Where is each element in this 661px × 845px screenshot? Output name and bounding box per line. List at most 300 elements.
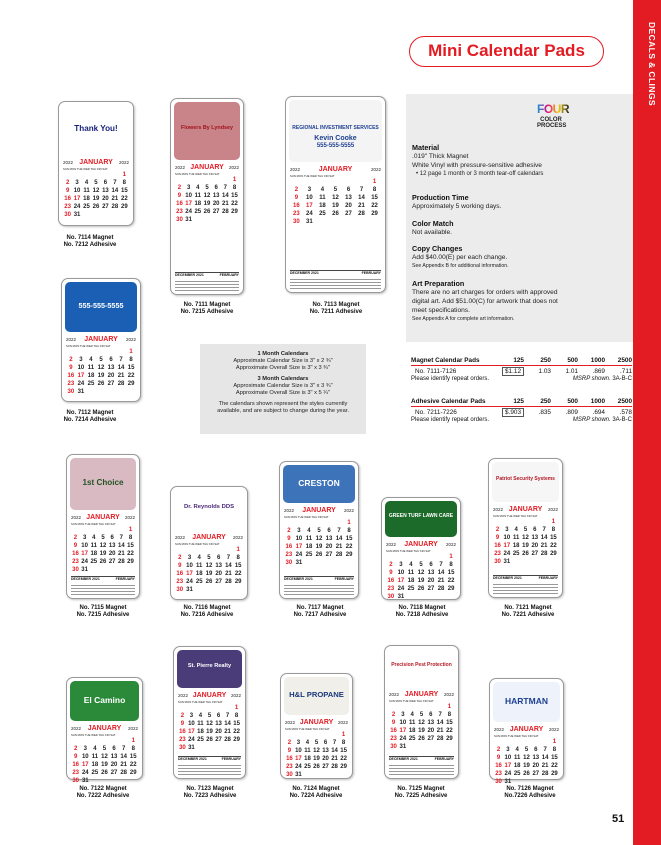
price-cell: $1.12 — [502, 367, 524, 376]
calendar-day: 9 — [69, 365, 73, 371]
calendar-day — [116, 348, 126, 356]
calendar-week — [290, 218, 381, 226]
calendar-day — [398, 703, 407, 711]
calendar-day-names: SUN MON TUE WED THU FRI SAT — [290, 174, 335, 178]
calendar-day: 16 — [285, 544, 293, 550]
calendar-day: 31 — [81, 778, 89, 784]
price-footer — [411, 417, 632, 426]
calendar-day — [512, 518, 521, 526]
calendar-day: 3 — [75, 180, 79, 186]
calendar-week — [386, 569, 456, 577]
calendar-day-names: SUN MON TUE WED THU FRI SAT — [284, 515, 329, 519]
calendar-day: 9 — [495, 535, 500, 541]
calendar-week — [493, 550, 558, 558]
calendar-day-names: SUN MON TUE WED THU FRI SAT — [66, 344, 111, 348]
calendar-day: 25 — [304, 764, 311, 770]
calendar-day: 11 — [305, 536, 313, 542]
calendar-day: 28 — [111, 204, 119, 210]
calendar-day: 20 — [427, 728, 435, 734]
note-line: Approximate Calendar Size is 3" x 3 ¾" — [233, 383, 333, 389]
calendar-day: 29 — [446, 736, 453, 742]
calendar-day: 12 — [101, 754, 108, 760]
calendar-day: 11 — [197, 721, 204, 727]
calendar-year: 2022 — [547, 507, 558, 512]
calendar-day: 25 — [512, 551, 520, 557]
calendar-day: 5 — [101, 535, 105, 541]
calendar-day: 27 — [531, 551, 539, 557]
calendar-day: 2 — [495, 527, 500, 533]
calendar-year: 2022 — [337, 720, 348, 725]
calendar-magnet — [280, 673, 353, 779]
calendar-day: 22 — [234, 571, 242, 577]
calendar-day: 19 — [522, 543, 529, 549]
calendar-week — [290, 202, 381, 210]
magnet-ad — [65, 282, 137, 332]
adhesive-number: No. 7211 Adhesive — [309, 308, 363, 315]
calendar-day: 16 — [176, 201, 183, 207]
calendar-day: 5 — [317, 528, 321, 534]
calendar-year: 2022 — [178, 693, 189, 698]
calendar-day: 27 — [427, 736, 435, 742]
calendar-day: 3 — [505, 527, 509, 533]
calendar-day: 23 — [390, 736, 397, 742]
calendar-day: 11 — [304, 748, 311, 754]
magnet-number: No. 7116 Magnet — [183, 605, 231, 611]
calendar-month: JANUARY — [404, 541, 438, 548]
calendar-day — [324, 559, 334, 567]
calendar-day: 8 — [131, 746, 135, 752]
calendar-day — [304, 519, 314, 527]
calendar-day: 3 — [83, 746, 87, 752]
qty-header: 1000 — [590, 398, 605, 405]
calendar-day — [101, 211, 110, 219]
calendar-day: 29 — [120, 204, 128, 210]
calendar-day: 6 — [112, 746, 116, 752]
calendar-day: 8 — [129, 357, 133, 363]
calendar-day: 22 — [446, 728, 453, 734]
calendar-day: 18 — [87, 373, 95, 379]
calendar-day: 15 — [446, 720, 453, 726]
calendar-day: 10 — [306, 195, 313, 201]
calendar-day: 16 — [176, 571, 184, 577]
calendar-day: 28 — [224, 737, 231, 743]
calendar-day — [96, 388, 106, 396]
price-cell: $.903 — [502, 408, 524, 417]
calendar-day — [96, 348, 106, 356]
calendar-day: 16 — [286, 756, 293, 762]
calendar-week — [290, 186, 381, 194]
calendar-day: 11 — [513, 535, 520, 541]
calendar-week — [71, 550, 135, 558]
calendar-day: 2 — [178, 555, 182, 561]
calendar-day — [521, 518, 530, 526]
mini-month-grid — [290, 277, 381, 291]
product-label — [63, 605, 143, 618]
calendar-day: 19 — [418, 728, 425, 734]
calendar-day — [120, 211, 129, 219]
calendar-day: 20 — [322, 756, 329, 762]
calendar-week — [63, 203, 129, 211]
calendar-day — [203, 176, 212, 184]
calendar-day: 27 — [532, 771, 540, 777]
ad-business-name: Patriot Security Systems — [496, 476, 555, 482]
calendar-day: 28 — [225, 579, 232, 585]
ad-business-name: 1st Choice — [82, 478, 124, 487]
calendar-day — [316, 178, 329, 186]
calendar-day: 23 — [67, 381, 75, 387]
calendar-week — [493, 534, 558, 542]
mini-month-grid — [284, 583, 354, 597]
price-code: 3A-B-C — [612, 376, 632, 382]
qty-header: 250 — [540, 357, 551, 364]
calendar-day: 12 — [313, 748, 320, 754]
calendar-day: 12 — [99, 543, 107, 549]
calendar-day: 19 — [523, 763, 530, 769]
mini-month-row — [284, 576, 354, 581]
calendar-day: 9 — [74, 754, 78, 760]
ad-business-name: HARTMAN — [505, 696, 548, 706]
mini-month-grid — [178, 763, 241, 777]
calendar-week — [284, 519, 354, 527]
calendar-day: 30 — [72, 778, 80, 784]
calendar-week — [178, 704, 241, 712]
calendar-day: 6 — [534, 747, 538, 753]
price-cell: .711 — [620, 367, 632, 375]
adhesive-number: No. 7224 Adhesive — [289, 792, 343, 799]
calendar-day: 28 — [358, 211, 365, 217]
calendar-day: 5 — [333, 187, 338, 193]
calendar-year: 2022 — [285, 720, 296, 725]
calendar-day: 5 — [523, 527, 528, 533]
calendar-day: 3 — [189, 713, 194, 719]
calendar-week — [284, 543, 354, 551]
calendar-day: 22 — [120, 196, 128, 202]
calendar-day-names: SUN MON TUE WED THU FRI SAT — [285, 727, 330, 731]
calendar-day — [196, 744, 205, 752]
side-tab — [633, 0, 661, 845]
calendar-day: 31 — [185, 217, 192, 223]
calendar-day — [110, 171, 119, 179]
calendar-week — [285, 763, 348, 771]
calendar-day: 23 — [72, 770, 80, 776]
calendar-day: 22 — [447, 578, 455, 584]
calendar-day: 25 — [408, 736, 416, 742]
mini-month-grid — [493, 582, 558, 596]
calendar-day: 30 — [390, 744, 397, 750]
qty-header: 2500 — [617, 357, 632, 364]
calendar-month: JANUARY — [509, 726, 544, 733]
calendar-day: 25 — [90, 559, 98, 565]
calendar-day: 16 — [72, 762, 80, 768]
calendar-day: 15 — [231, 193, 238, 199]
calendar-day: 23 — [72, 559, 79, 565]
calendar-month: JANUARY — [318, 166, 353, 173]
calendar-day: 30 — [285, 560, 293, 566]
calendar-day: 17 — [185, 201, 192, 207]
calendar-day: 27 — [325, 552, 333, 558]
note-heading: 1 Month Calendars — [257, 351, 309, 357]
adhesive-number: No. 7215 Adhesive — [180, 308, 234, 315]
calendar-day: 16 — [67, 373, 75, 379]
msrp-note: MSRP shown. — [572, 376, 611, 382]
calendar-day: 20 — [215, 571, 223, 577]
calendar-day — [175, 176, 184, 184]
calendar-week — [178, 728, 241, 736]
calendar-day — [212, 176, 221, 184]
calendar-day — [223, 704, 232, 712]
calendar-day: 2 — [389, 562, 393, 568]
calendar-day — [204, 546, 214, 554]
calendar-day: 26 — [417, 586, 425, 592]
calendar-day: 20 — [215, 729, 222, 735]
calendar-day: 30 — [176, 217, 183, 223]
calendar-day: 10 — [397, 570, 405, 576]
calendar-day: 4 — [515, 747, 519, 753]
ad-contact-name: Kevin Cooke — [314, 135, 357, 142]
calendar-day: 10 — [188, 721, 195, 727]
calendar-day: 16 — [387, 578, 395, 584]
calendar-day: 19 — [92, 196, 100, 202]
calendar-magnet — [489, 678, 564, 785]
calendar-week — [290, 194, 381, 202]
calendar-week — [71, 558, 135, 566]
color-match-heading: Color Match — [412, 219, 454, 228]
calendar-week — [175, 176, 239, 184]
calendar-day: 14 — [436, 720, 444, 726]
product-label — [490, 786, 570, 799]
calendar-day: 20 — [325, 544, 333, 550]
magnet-ad — [62, 105, 130, 155]
calendar-day: 5 — [99, 357, 103, 363]
note-line: The calendars shown represent the styles currently — [218, 401, 348, 407]
calendar-day: 2 — [391, 712, 396, 718]
calendar-day: 28 — [221, 209, 229, 215]
calendar-week — [63, 171, 129, 179]
calendar-week — [66, 364, 136, 372]
calendar-day: 31 — [306, 219, 313, 225]
calendar-day — [494, 738, 503, 746]
calendar-day: 25 — [194, 209, 202, 215]
calendar-day: 1 — [372, 179, 377, 185]
mini-month-dec: DECEMBER 2021 — [178, 757, 207, 761]
calendar-magnet — [170, 98, 244, 295]
calendar-day: 19 — [101, 762, 108, 768]
magnet-ad — [493, 682, 560, 722]
calendar-day — [91, 211, 100, 219]
calendar-year: 2022 — [125, 337, 136, 342]
calendar-day — [303, 731, 312, 739]
calendar-week — [284, 559, 354, 567]
calendar-day — [214, 704, 223, 712]
calendar-day: 9 — [65, 188, 70, 194]
calendar-day: 22 — [127, 373, 135, 379]
mini-month-dec: DECEMBER 2021 — [284, 577, 313, 581]
calendar-day: 13 — [107, 365, 115, 371]
adhesive-number: No. 7218 Adhesive — [395, 611, 449, 618]
calendar-day: 30 — [67, 389, 75, 395]
calendar-week — [389, 711, 454, 719]
calendar-day: 21 — [120, 762, 127, 768]
magnet-number: No. 7115 Magnet — [79, 605, 127, 611]
calendar-month: JANUARY — [86, 514, 120, 521]
calendar-week — [494, 746, 559, 754]
calendar-day: 8 — [341, 740, 346, 746]
item-number: No. 7211-7226 — [415, 408, 457, 416]
calendar-day — [119, 737, 128, 745]
calendar-day: 6 — [109, 357, 113, 363]
calendar-day: 20 — [532, 763, 540, 769]
calendar-day — [344, 559, 354, 567]
calendar-day — [521, 558, 530, 566]
calendar-week — [66, 380, 136, 388]
calendar-grid — [63, 160, 129, 219]
side-tab-label: DECALS & CLINGS — [647, 22, 657, 106]
calendar-day — [106, 348, 116, 356]
calendar-day: 21 — [335, 544, 343, 550]
calendar-day: 20 — [110, 762, 118, 768]
note-line: Approximate Overall Size is 3" x 3 ¾" — [235, 365, 331, 371]
ad-business-name: Thank You! — [74, 124, 118, 133]
calendar-day: 3 — [307, 187, 312, 193]
calendar-day — [304, 559, 314, 567]
calendar-day: 21 — [437, 578, 445, 584]
magnet-number: No. 7124 Magnet — [292, 786, 340, 792]
calendar-day — [406, 593, 416, 601]
calendar-day: 5 — [419, 562, 423, 568]
magnet-ad — [70, 681, 139, 721]
magnet-price-table — [411, 356, 632, 385]
calendar-day: 25 — [195, 579, 203, 585]
calendar-day — [203, 216, 212, 224]
calendar-day: 27 — [345, 211, 352, 217]
calendar-day: 13 — [322, 748, 329, 754]
calendar-day: 21 — [331, 756, 338, 762]
price-cell: .869 — [592, 367, 605, 375]
calendar-day: 28 — [335, 552, 343, 558]
price-row — [411, 407, 632, 417]
magnet-number: No. 7114 Magnet — [66, 235, 114, 241]
calendar-day: 29 — [234, 579, 242, 585]
calendar-day: 12 — [522, 535, 529, 541]
calendar-size-note — [200, 344, 366, 434]
adhesive-number: No. 7214 Adhesive — [63, 416, 117, 423]
calendar-day — [178, 704, 187, 712]
calendar-day — [389, 703, 398, 711]
calendar-day: 5 — [102, 746, 107, 752]
art-prep-line: digital art. Add $51.00(C) for artwork that does not — [412, 298, 558, 305]
calendar-day — [396, 553, 406, 561]
product-label — [50, 235, 130, 248]
qty-header: 250 — [540, 398, 551, 405]
calendar-day: 24 — [77, 381, 85, 387]
magnet-ad — [492, 462, 559, 502]
calendar-week — [71, 737, 138, 745]
calendar-week — [389, 735, 454, 743]
adhesive-number: No. 7221 Adhesive — [501, 611, 555, 618]
calendar-day: 30 — [494, 559, 501, 565]
calendar-day: 12 — [92, 188, 100, 194]
calendar-day — [119, 777, 128, 785]
calendar-day: 24 — [73, 204, 81, 210]
calendar-day: 11 — [514, 755, 521, 761]
calendar-day: 27 — [322, 764, 329, 770]
price-cell: .694 — [592, 408, 605, 416]
calendar-day — [321, 771, 330, 779]
calendar-day: 25 — [197, 737, 204, 743]
production-section — [412, 193, 627, 211]
calendar-week — [71, 753, 138, 761]
calendar-grid — [494, 727, 559, 786]
calendar-day: 5 — [524, 747, 529, 753]
calendar-day: 14 — [335, 536, 343, 542]
calendar-day-names: SUN MON TUE WED THU FRI SAT — [389, 699, 434, 703]
calendar-day — [76, 348, 86, 356]
calendar-day: 1 — [122, 172, 126, 178]
calendar-day: 20 — [531, 543, 539, 549]
calendar-day: 13 — [110, 754, 118, 760]
calendar-day — [436, 553, 446, 561]
calendar-day: 1 — [232, 177, 237, 183]
calendar-day — [82, 171, 91, 179]
calendar-day: 2 — [74, 746, 78, 752]
calendar-day: 3 — [296, 740, 301, 746]
calendar-day — [445, 743, 454, 751]
calendar-day — [86, 348, 96, 356]
calendar-day — [355, 218, 368, 226]
calendar-day: 7 — [119, 535, 123, 541]
price-cell: 1.03 — [538, 367, 551, 375]
magnet-number: No. 7118 Magnet — [398, 605, 446, 611]
calendar-day: 10 — [81, 754, 89, 760]
calendar-magnet — [381, 497, 461, 600]
ad-business-name: St. Pierre Realty — [187, 663, 232, 669]
calendar-day: 26 — [205, 579, 213, 585]
calendar-day — [101, 171, 110, 179]
adhesive-number: No. 7222 Adhesive — [76, 792, 130, 799]
calendar-day: 18 — [197, 729, 204, 735]
calendar-day: 17 — [186, 571, 193, 577]
calendar-day — [193, 216, 202, 224]
calendar-day: 31 — [186, 587, 193, 593]
calendar-day: 22 — [371, 203, 378, 209]
calendar-day — [513, 738, 522, 746]
product-label — [488, 605, 568, 618]
calendar-month: JANUARY — [79, 159, 113, 166]
calendar-day: 26 — [523, 771, 530, 777]
calendar-day: 13 — [427, 570, 435, 576]
calendar-day: 15 — [233, 721, 240, 727]
calendar-day — [117, 566, 126, 574]
calendar-day — [541, 778, 550, 786]
calendar-day: 28 — [540, 551, 548, 557]
calendar-day: 16 — [64, 196, 71, 202]
calendar-day: 13 — [325, 536, 333, 542]
art-prep-heading: Art Preparation — [412, 279, 465, 288]
calendar-day: 3 — [401, 712, 405, 718]
calendar-day: 22 — [127, 551, 134, 557]
calendar-day — [512, 558, 521, 566]
calendar-grid — [386, 542, 456, 601]
calendar-week — [71, 777, 138, 785]
price-header-row — [411, 397, 632, 407]
calendar-day — [406, 553, 416, 561]
calendar-day: 19 — [99, 551, 107, 557]
calendar-day: 1 — [341, 732, 346, 738]
calendar-day: 11 — [409, 720, 416, 726]
calendar-day — [522, 738, 531, 746]
calendar-day: 23 — [176, 209, 183, 215]
price-cell: .578 — [619, 408, 632, 416]
